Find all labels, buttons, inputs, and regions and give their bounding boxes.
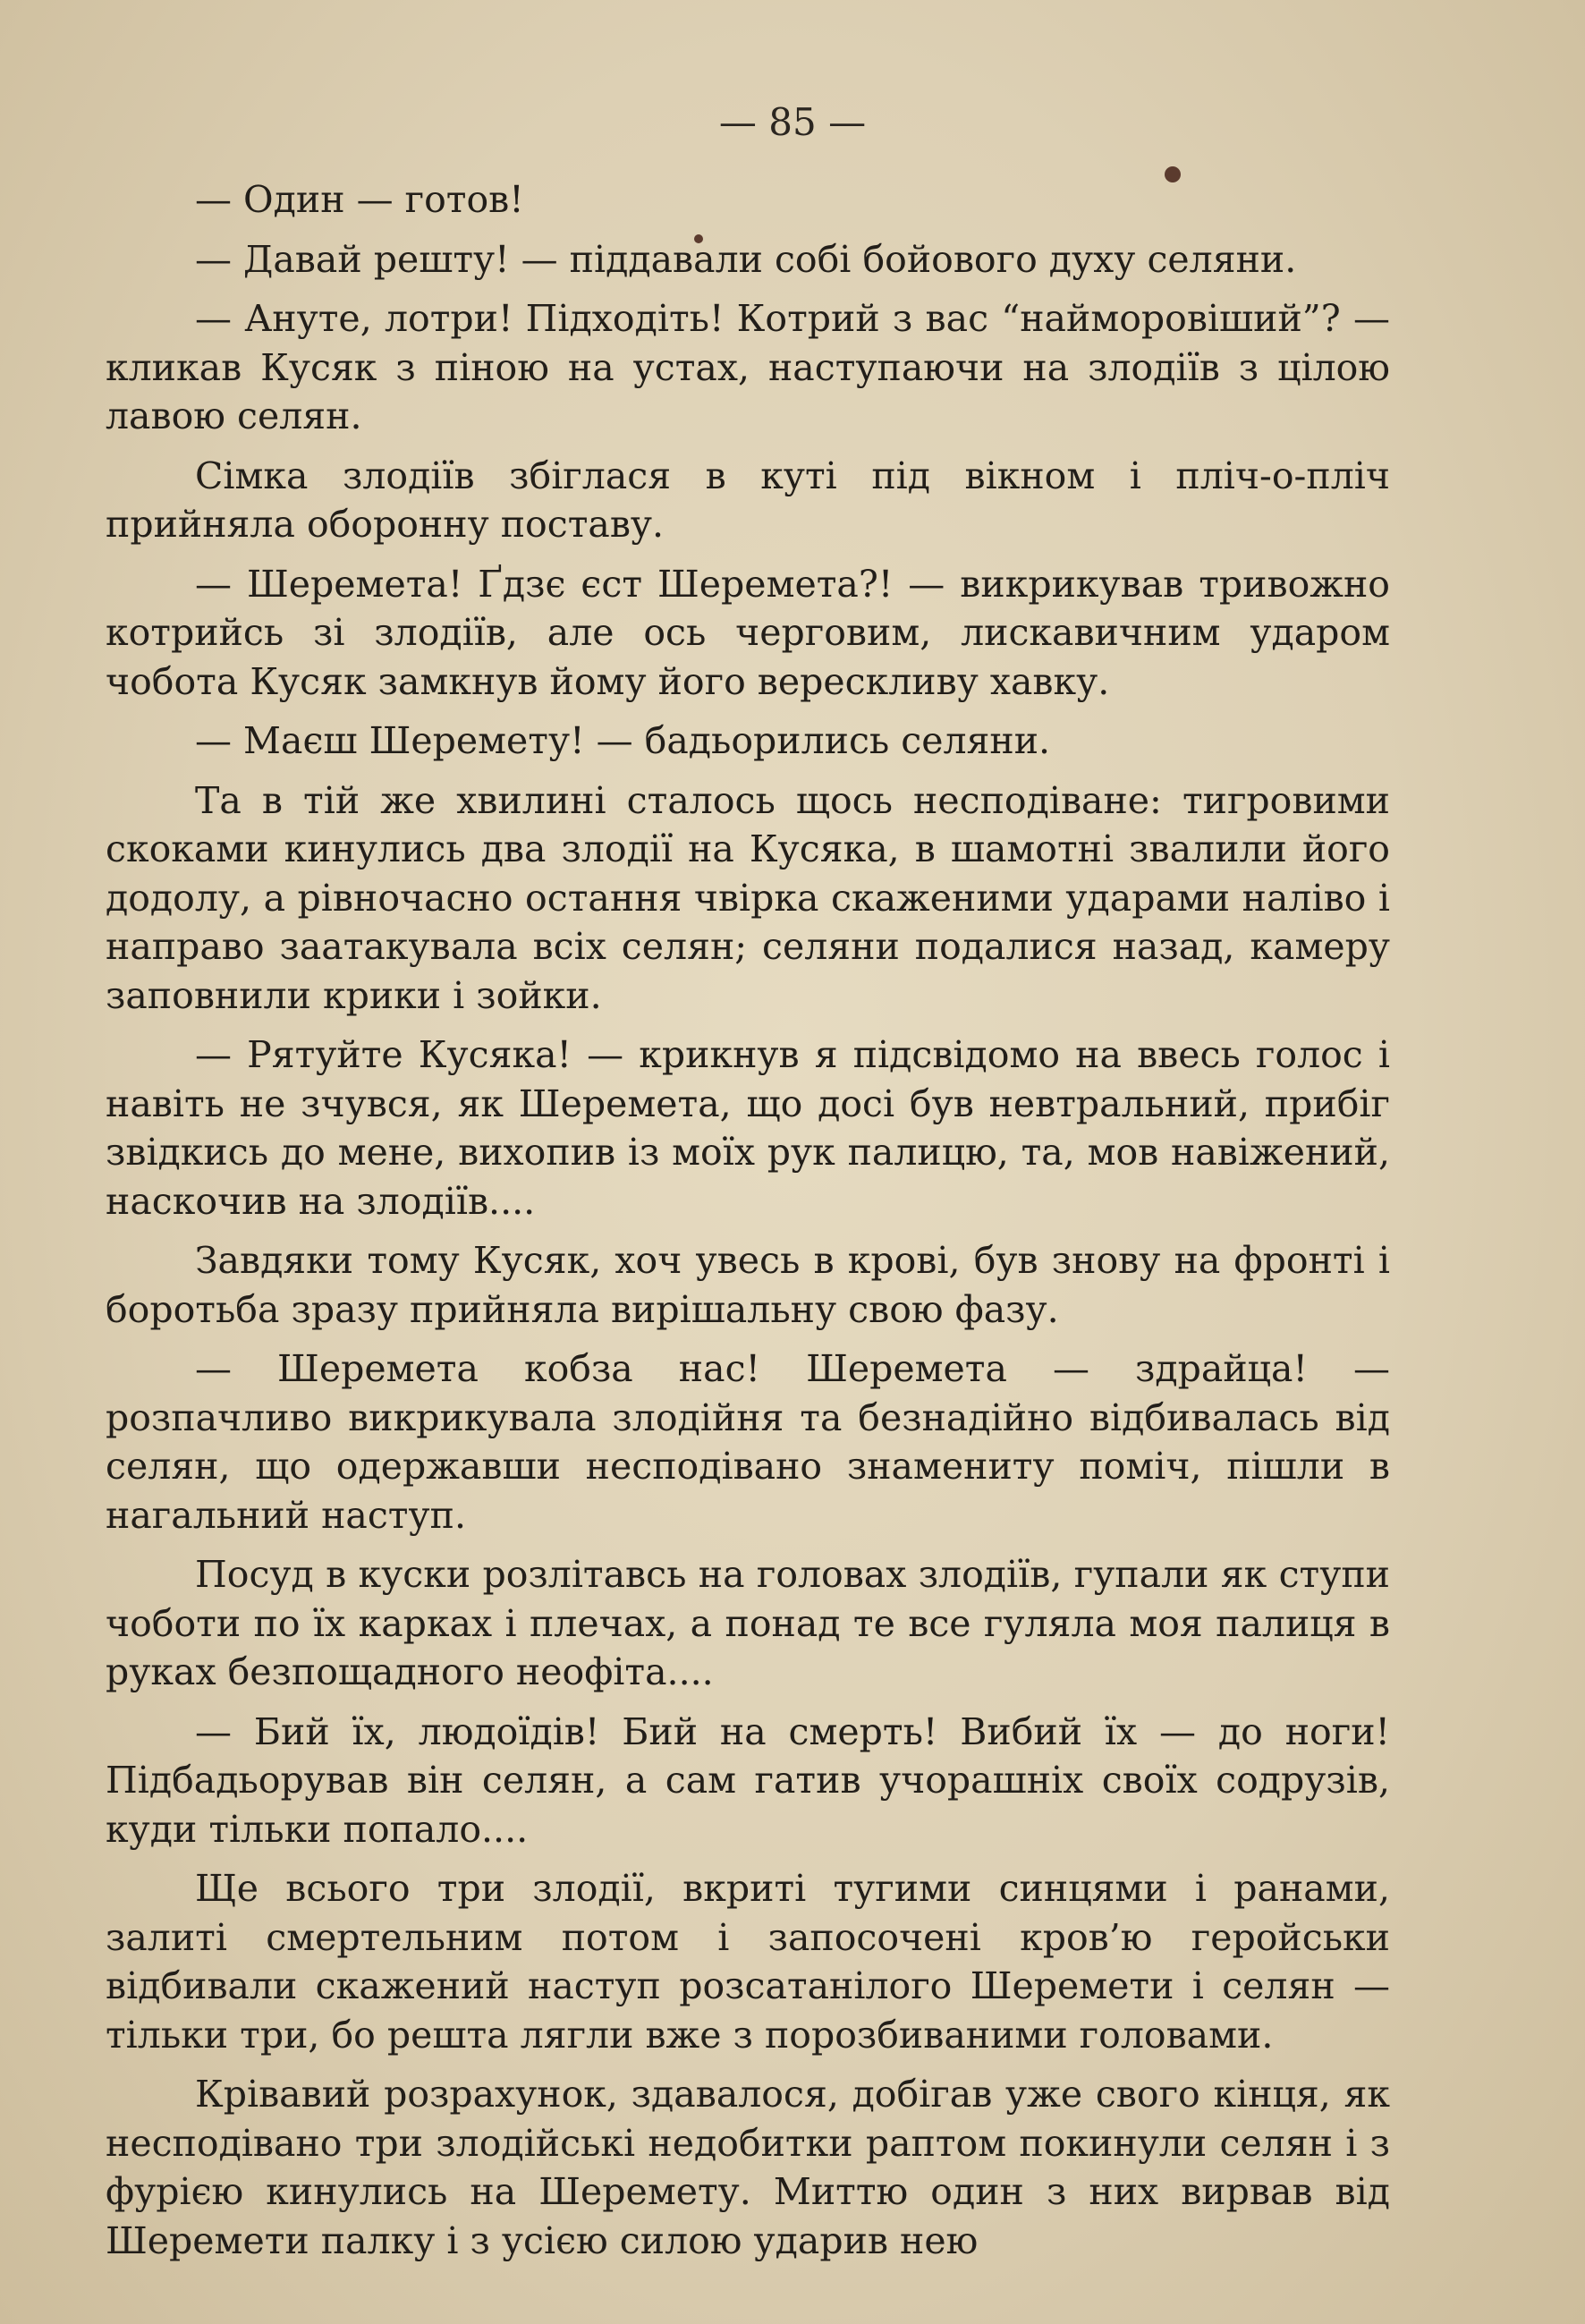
paragraph: — Давай решту! — піддавали собі бойового духу селяни. (195, 237, 1297, 281)
paragraph: — Шеремета кобза нас! Шеремета — здрайца! — розпачливо викрикувала злодійня та безнадійно відбивалась від селян, що одержавши несподівано знамениту поміч, пішли в нагальний наступ. (106, 1347, 1390, 1537)
paragraph: Ще всього три злодії, вкриті тугими синцями і ранами, залиті смертельним потом і запосочені кров’ю геройськи відбивали скажений наступ розсатанілого Шеремети і селян — тільки три, бо решта лягли вже з порозбиваними головами. (106, 1867, 1390, 2057)
paragraph: Сімка злодіїв збіглася в куті під вікном і пліч-о-пліч прийняла оборонну поставу. (106, 454, 1390, 546)
paragraph: — Ануте, лотри! Підходіть! Котрий з вас “найморовіший”? — кликав Кусяк з піною на устах, наступаючи на злодіїв з цілою лавою селян. (106, 297, 1390, 437)
paragraph: Посуд в куски розлітавсь на головах злодіїв, гупали як ступи чоботи по їх карках і плечах, а понад те все гуляла моя палиця в руках безпощадного неофіта.... (106, 1553, 1390, 1693)
paragraph: — Один — готов! (195, 178, 524, 221)
paragraph: Завдяки тому Кусяк, хоч увесь в крові, був знову на фронті і боротьба зразу прийняла вирішальну свою фазу. (106, 1239, 1390, 1331)
paragraph: Та в тій же хвилині сталось щось несподіване: тигровими скоками кинулись два злодії на Кусяка, в шамотні звалили його додолу, а рівночасно остання чвірка скаженими ударами наліво і направо заатакувала всіх селян; селяни подалися назад, камеру заповнили крики і зойки. (106, 778, 1390, 1017)
paragraph: Крівавий розрахунок, здавалося, добігав уже свого кінця, як несподівано три злодійські недобитки раптом покинули селян і з фурією кинулись на Шеремету. Миттю один з них вирвав від Шеремети палку і з усією силою ударив нею (106, 2073, 1390, 2262)
body-text (106, 175, 1390, 2276)
paragraph: — Маєш Шеремету! — бадьорились селяни. (195, 719, 1051, 762)
paragraph: — Рятуйте Кусяка! — крикнув я підсвідомо на ввесь голос і навіть не зчувся, як Шеремета, що досі був невтральний, прибіг звідкись до мене, вихопив із моїх рук палицю, та, мов навіжений, наскочив на злодіїв.... (106, 1033, 1390, 1223)
paragraph: — Бий їх, людоїдів! Бий на смерть! Вибий їх — до ноги! Підбадьорував він селян, а сам гатив учорашніх своїх содрузів, куди тільки попало.... (106, 1709, 1390, 1851)
paragraph: — Шеремета! Ґдзє єст Шеремета?! — викрикував тривожно котрийсь зі злодіїв, але ось черговим, лискавичним ударом чобота Кусяк замкнув йому його верескливу хавку. (106, 562, 1390, 703)
page-number: — 85 — (718, 100, 867, 144)
